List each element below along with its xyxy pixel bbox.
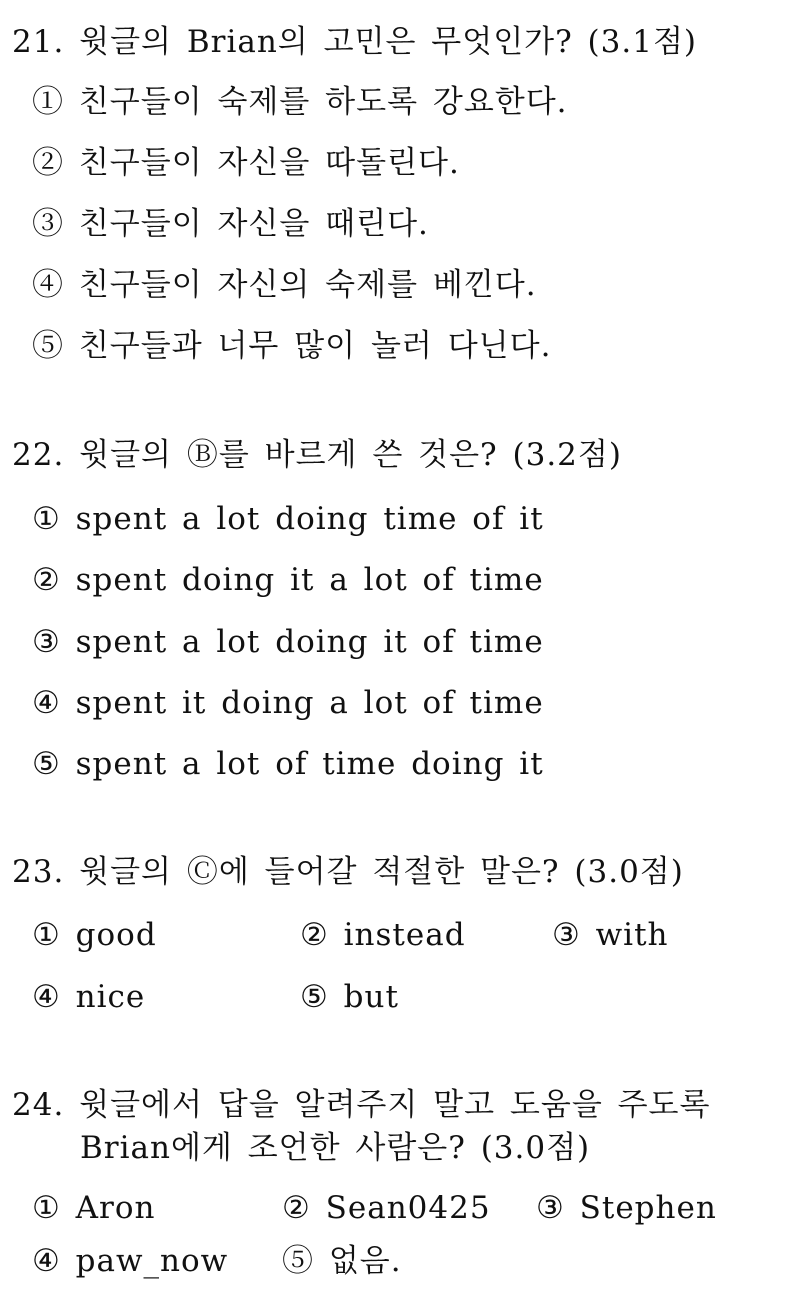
question-22-option-3: ③ spent a lot doing it of time xyxy=(32,624,544,660)
question-21-option-4: ④ 친구들이 자신의 숙제를 베낀다. xyxy=(32,267,537,303)
question-22-title: 22. 윗글의 Ⓑ를 바르게 쓴 것은? (3.2점) xyxy=(12,437,622,473)
question-24-option-1: ① Aron xyxy=(32,1190,156,1226)
question-24-option-4: ④ paw_now xyxy=(32,1243,229,1279)
question-23-option-4: ④ nice xyxy=(32,979,146,1015)
question-23-option-1: ① good xyxy=(32,917,157,953)
question-21-option-5: ⑤ 친구들과 너무 많이 놀러 다닌다. xyxy=(32,328,552,364)
question-21-option-3: ③ 친구들이 자신을 때린다. xyxy=(32,206,429,242)
question-24-option-2: ② Sean0425 xyxy=(282,1190,491,1226)
question-23-option-5: ⑤ but xyxy=(300,979,399,1015)
question-21-title: 21. 윗글의 Brian의 고민은 무엇인가? (3.1점) xyxy=(12,24,697,60)
question-21-option-1: ① 친구들이 숙제를 하도록 강요한다. xyxy=(32,84,568,120)
question-22-option-2: ② spent doing it a lot of time xyxy=(32,562,544,598)
question-24-option-5: ⑤ 없음. xyxy=(282,1243,402,1279)
question-23-option-3: ③ with xyxy=(552,917,669,953)
question-21-option-2: ② 친구들이 자신을 따돌린다. xyxy=(32,145,460,181)
question-22-option-5: ⑤ spent a lot of time doing it xyxy=(32,746,544,782)
question-23-title: 23. 윗글의 Ⓒ에 들어갈 적절한 말은? (3.0점) xyxy=(12,854,684,890)
question-24-option-3: ③ Stephen xyxy=(536,1190,717,1226)
question-23-option-2: ② instead xyxy=(300,917,466,953)
question-22-option-1: ① spent a lot doing time of it xyxy=(32,501,544,537)
question-24-title-line-1: 24. 윗글에서 답을 알려주지 말고 도움을 주도록 xyxy=(12,1087,711,1123)
question-24-title-line-2: Brian에게 조언한 사람은? (3.0점) xyxy=(80,1130,591,1166)
question-22-option-4: ④ spent it doing a lot of time xyxy=(32,685,544,721)
